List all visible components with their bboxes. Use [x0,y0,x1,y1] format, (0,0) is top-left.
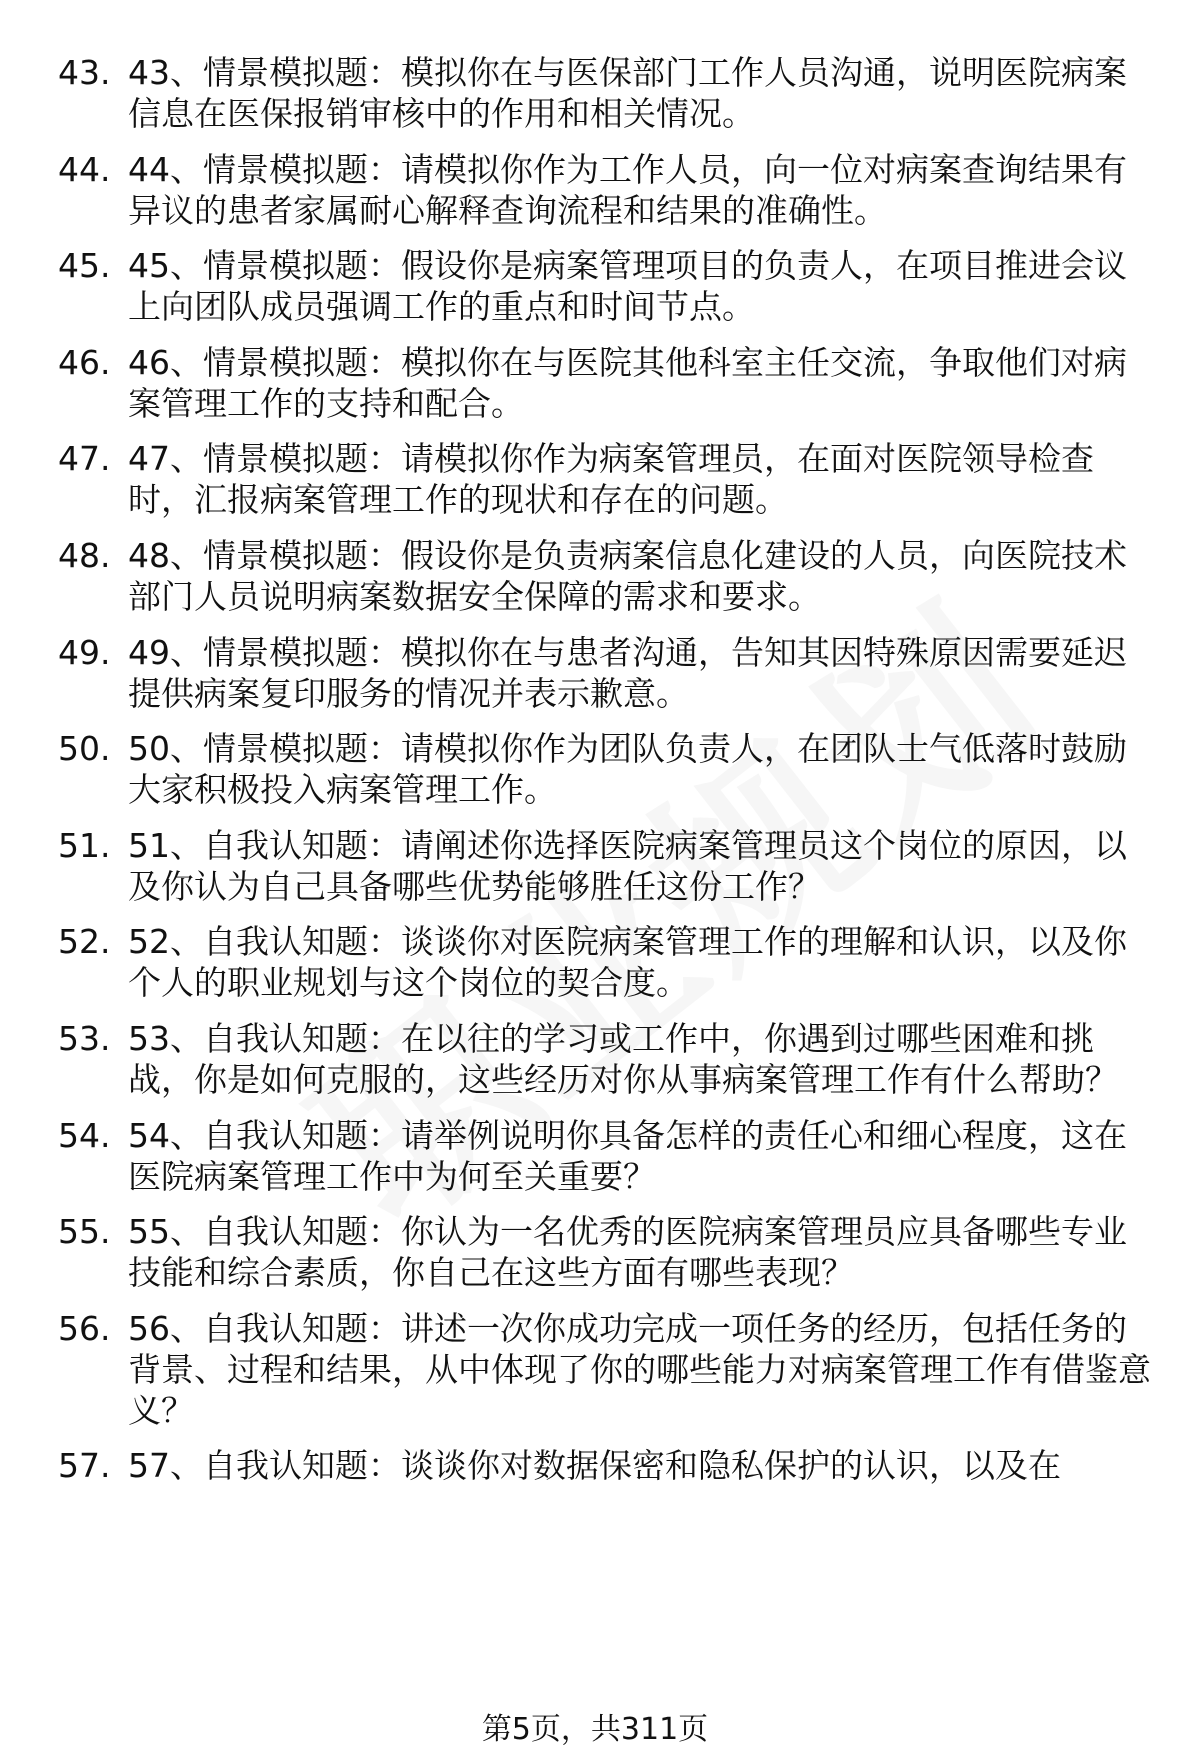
item-number: 50. [58,729,111,769]
list-item [58,728,1158,810]
item-text: 48、情景模拟题：假设你是负责病案信息化建设的人员，向医院技术部门人员说明病案数据安全保障的需求和要求。 [128,535,1127,616]
item-number: 57. [58,1446,111,1486]
item-number: 51. [58,825,111,865]
item-text: 45、情景模拟题：假设你是病案管理项目的负责人，在项目推进会议上向团队成员强调工作的重点和时间节点。 [128,246,1127,327]
item-number: 53. [58,1018,111,1058]
list-item [58,535,1158,617]
item-text: 50、情景模拟题：请模拟你作为团队负责人，在团队士气低落时鼓励大家积极投入病案管理工作。 [128,729,1127,810]
item-text: 57、自我认知题：谈谈你对数据保密和隐私保护的认识，以及在 [128,1446,1061,1486]
item-text: 51、自我认知题：请阐述你选择医院病案管理员这个岗位的原因，以及你认为自己具备哪些优势能够胜任这份工作？ [128,825,1127,906]
list-item [58,1018,1158,1100]
list-item [58,1308,1158,1431]
list-item [58,1211,1158,1293]
item-text: 47、情景模拟题：请模拟你作为病案管理员，在面对医院领导检查时，汇报病案管理工作的现状和存在的问题。 [128,439,1094,520]
list-item [58,438,1158,520]
item-number: 45. [58,246,111,286]
item-text: 55、自我认知题：你认为一名优秀的医院病案管理员应具备哪些专业技能和综合素质，你自己在这些方面有哪些表现？ [128,1212,1127,1293]
item-number: 44. [58,149,111,189]
list-item [58,921,1158,1003]
list-item [58,52,1158,134]
item-text: 43、情景模拟题：模拟你在与医保部门工作人员沟通，说明医院病案信息在医保报销审核中的作用和相关情况。 [128,53,1127,133]
item-number: 55. [58,1212,111,1252]
list-item [58,245,1158,327]
list-item [58,1115,1158,1197]
item-text: 46、情景模拟题：模拟你在与医院其他科室主任交流，争取他们对病案管理工作的支持和配合。 [128,342,1127,423]
item-number: 46. [58,342,111,382]
item-text: 52、自我认知题：谈谈你对医院病案管理工作的理解和认识，以及你个人的职业规划与这个岗位的契合度。 [128,922,1127,1003]
item-text: 53、自我认知题：在以往的学习或工作中，你遇到过哪些困难和挑战，你是如何克服的，这些经历对你从事病案管理工作有什么帮助？ [128,1018,1118,1099]
list-item [58,825,1158,907]
page-footer: 第5页，共311页 [481,1712,709,1747]
item-number: 43. [58,53,111,92]
list-item [58,632,1158,714]
item-number: 56. [58,1308,111,1348]
item-text: 44、情景模拟题：请模拟你作为工作人员，向一位对病案查询结果有异议的患者家属耐心解释查询流程和结果的准确性。 [128,149,1127,230]
list-item [58,149,1158,231]
item-number: 47. [58,439,111,479]
item-number: 54. [58,1115,111,1155]
item-number: 48. [58,535,111,575]
list-item [58,342,1158,424]
item-text: 54、自我认知题：请举例说明你具备怎样的责任心和细心程度，这在医院病案管理工作中为何至关重要？ [128,1115,1127,1196]
item-number: 49. [58,632,111,672]
item-text: 49、情景模拟题：模拟你在与患者沟通，告知其因特殊原因需要延迟提供病案复印服务的情况并表示歉意。 [128,632,1127,713]
item-text: 56、自我认知题：讲述一次你成功完成一项任务的经历，包括任务的背景、过程和结果，从中体现了你的哪些能力对病案管理工作有借鉴意义？ [128,1308,1151,1430]
list-item [58,1445,1158,1486]
question-list [58,52,1158,1501]
item-number: 52. [58,922,111,962]
